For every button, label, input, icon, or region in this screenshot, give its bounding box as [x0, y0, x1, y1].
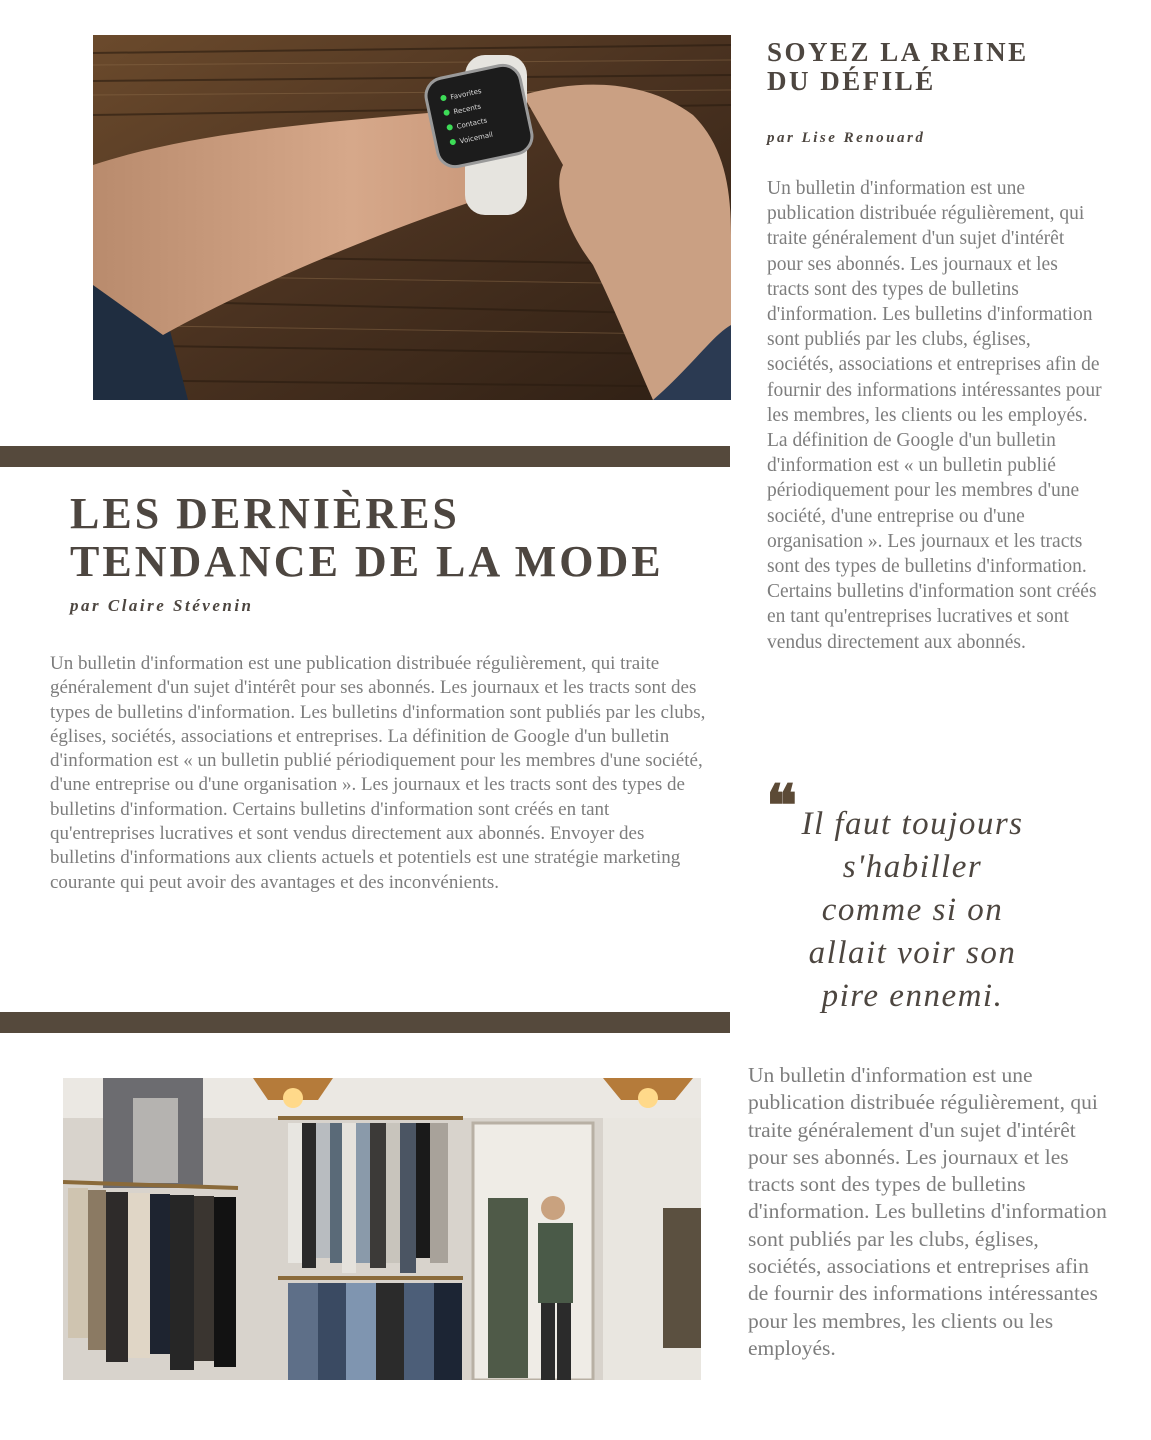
watch-photo [93, 35, 731, 400]
watch-menu-item: Contacts [455, 116, 488, 131]
main-article-title: LES DERNIÈRES TENDANCE DE LA MODE [70, 489, 664, 586]
watch-menu-item: Favorites [449, 87, 483, 102]
side-article-body: Un bulletin d'information est une publication distribuée régulièrement, qui traite généralement d'un sujet d'intérêt pour ses abonnés. Les journaux et les tracts sont des types de bulletins d'information. Les bulletins d'information sont publiés par les clubs, églises, sociétés, associations et entreprises afin de fournir des informations intéressantes pour les membres, les clients ou les employés. La définition de Google d'un bulletin d'information est « un bulletin publié périodiquement pour les membres d'une société, d'une entreprise ou d'une organisation ». Les journaux et les tracts sont des types de bulletins d'information. Certains bulletins d'information sont créés en tant qu'entreprises lucratives et sont vendus directement aux abonnés. [767, 178, 1102, 653]
pull-quote: Il faut toujours s'habiller comme si on allait voir son pire ennemi. [801, 806, 1024, 1014]
main-article-body: Un bulletin d'information est une publication distribuée régulièrement, qui traite généralement d'un sujet d'intérêt pour ses abonnés. Les journaux et les tracts sont des types de bulletins d'information. Les bulletins d'information sont publiés par les clubs, églises, sociétés, associations et entreprises. La définition de Google d'un bulletin d'information est « un bulletin publié périodiquement pour les membres d'une société, d'une entreprise ou d'une organisation ». Les journaux et les tracts sont des types de bulletins d'information. Certains bulletins d'information sont créés en tant qu'entreprises lucratives et sont vendus directement aux abonnés. Envoyer des bulletins d'informations aux clients actuels et potentiels est une stratégie marketing courante qui peut avoir des avantages et des inconvénients. [50, 653, 706, 893]
divider-top [0, 446, 730, 467]
clothing-store-photo [63, 1078, 701, 1380]
side-article [767, 38, 1107, 655]
side-article-byline: par Lise Renouard [767, 130, 926, 146]
watch-menu-item: Voicemail [459, 130, 494, 146]
quote-mark: ❝ [766, 774, 798, 839]
bottom-article-body: Un bulletin d'information est une publication distribuée régulièrement, qui traite généralement d'un sujet d'intérêt pour ses abonnés. Les journaux et les tracts sont des types de bulletins d'information. Les bulletins d'information sont publiés par les clubs, églises, sociétés, associations et entreprises afin de fournir des informations intéressantes pour les membres, les clients ou les employés. [748, 1063, 1107, 1360]
divider-bottom [0, 1012, 730, 1033]
main-article [70, 490, 720, 616]
main-article-byline: par Claire Stévenin [70, 596, 254, 615]
side-article-title: SOYEZ LA REINE DU DÉFILÉ [767, 37, 1029, 96]
watch-menu-item: Recents [452, 102, 482, 117]
